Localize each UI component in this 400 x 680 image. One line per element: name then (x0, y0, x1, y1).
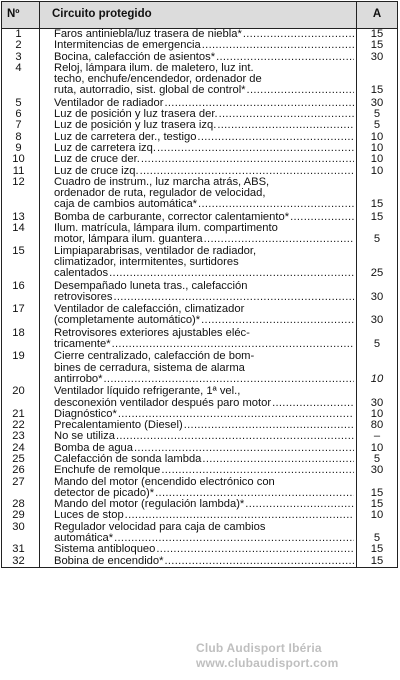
circuit-description-line: techo, enchufe/encendedor, ordenador de (54, 74, 262, 86)
dot-leader (183, 420, 354, 431)
fuse-amperage-text: 15 (370, 554, 384, 567)
circuit-description (40, 499, 357, 510)
circuit-description-line: Diagnóstico* (54, 408, 117, 420)
fuse-amperage-text: 30 (370, 464, 384, 477)
fuse-amperage (357, 327, 398, 351)
fuse-amperage (357, 177, 398, 211)
circuit-description-line: tricamente* (54, 339, 111, 351)
table-row (2, 280, 398, 304)
circuit-description-line: Intermitencias de emergencia (54, 40, 201, 52)
watermark-line: Club Audisport Ibéria (196, 641, 322, 655)
fuse-number-text: 17 (12, 303, 25, 316)
fuse-amperage-text: 30 (370, 96, 384, 109)
dot-leader (197, 199, 354, 210)
fuse-table (1, 1, 398, 568)
circuit-description-line: ruta, autorradio, sist. global de control* (54, 85, 246, 97)
fuse-amperage (357, 385, 398, 409)
fuse-number (2, 154, 40, 165)
circuit-description (40, 63, 357, 97)
fuse-amperage (357, 280, 398, 304)
fuse-number-text: 10 (12, 153, 25, 166)
circuit-description (40, 246, 357, 280)
fuse-number (2, 280, 40, 304)
fuse-number-text: 19 (12, 350, 25, 363)
dot-leader (140, 154, 354, 165)
dot-leader (246, 85, 354, 96)
table-row (2, 211, 398, 223)
fuse-number-text: 28 (12, 498, 25, 511)
dot-leader (117, 409, 354, 420)
fuse-amperage (357, 477, 398, 500)
dot-leader (156, 143, 354, 154)
fuse-number-text: 7 (15, 119, 22, 132)
circuit-description (40, 143, 357, 154)
fuse-amperage-text: 5 (373, 233, 381, 246)
table-row (2, 522, 398, 545)
fuse-number-text: 29 (12, 509, 25, 522)
fuse-amperage (357, 350, 398, 385)
circuit-description-line: motor, lámpara ilum. guantera (54, 234, 203, 246)
table-row (2, 327, 398, 351)
dot-leader (154, 488, 354, 499)
table-row (2, 120, 398, 131)
fuse-number-text: 31 (12, 543, 25, 556)
circuit-description (40, 52, 357, 63)
fuse-number-text: 26 (12, 464, 25, 477)
fuse-number-text: 3 (15, 50, 22, 63)
table-row (2, 465, 398, 476)
circuit-description-line: climatizador, intermitentes, surtidores (54, 256, 239, 268)
fuse-amperage (357, 40, 398, 51)
circuit-description-line: Bocina, calefacción de asientos* (54, 51, 216, 63)
fuse-number (2, 350, 40, 385)
table-row (2, 409, 398, 420)
fuse-number (2, 544, 40, 555)
fuse-number-text: 15 (12, 244, 25, 257)
circuit-description-line: Bobina de encendido* (54, 555, 164, 567)
circuit-description-line: Regulador velocidad para caja de cambios (54, 521, 266, 533)
fuse-number (2, 477, 40, 500)
fuse-number (2, 465, 40, 476)
fuse-amperage-text: 10 (370, 153, 384, 166)
fuse-number-text: 13 (12, 210, 25, 223)
circuit-description-line: No se utiliza (54, 431, 115, 443)
circuit-description (40, 303, 357, 327)
fuse-amperage (357, 431, 398, 442)
circuit-description (40, 109, 357, 120)
fuse-number (2, 327, 40, 351)
header-number: Nº (2, 2, 40, 29)
fuse-number-text: 6 (15, 108, 22, 121)
fuse-number (2, 303, 40, 327)
table-header-row (2, 2, 398, 29)
circuit-description (40, 522, 357, 545)
fuse-number-text: 12 (12, 175, 25, 188)
fuse-amperage-text: 25 (370, 267, 384, 280)
fuse-number-text: 20 (12, 385, 25, 398)
header-amperage: A (357, 2, 398, 29)
circuit-description-line: Luz de cruce izq. (54, 165, 139, 177)
circuit-description-line: (completamente automático)* (54, 315, 201, 327)
dot-leader (201, 40, 354, 51)
fuse-amperage-text: 10 (370, 141, 384, 154)
circuit-description (40, 223, 357, 246)
circuit-description (40, 97, 357, 109)
table-row (2, 443, 398, 454)
table-row (2, 303, 398, 327)
dot-leader (133, 443, 354, 454)
circuit-description (40, 211, 357, 223)
fuse-amperage-text: 10 (370, 372, 384, 385)
circuit-description (40, 556, 357, 568)
circuit-description (40, 409, 357, 420)
table-row (2, 223, 398, 246)
fuse-number-text: 21 (12, 407, 25, 420)
dot-leader (108, 268, 354, 279)
circuit-description (40, 477, 357, 500)
fuse-amperage (357, 166, 398, 177)
fuse-amperage-text: 15 (370, 486, 384, 499)
circuit-description-line: calentados (54, 268, 109, 280)
circuit-description-line: Ventilador de radiador (54, 97, 164, 109)
table-row (2, 52, 398, 63)
table-row (2, 556, 398, 568)
circuit-description-line: Cierre centralizado, calefacción de bom- (54, 351, 255, 363)
circuit-description (40, 443, 357, 454)
fuse-number (2, 177, 40, 211)
dot-leader (271, 398, 354, 409)
fuse-amperage-text: 30 (370, 396, 384, 409)
table-row (2, 431, 398, 442)
circuit-description (40, 177, 357, 211)
circuit-description-line: Luz de cruce der. (54, 154, 140, 166)
circuit-description-line: Cuadro de instrum., luz marcha atrás, ABS, (54, 176, 270, 188)
dot-leader (113, 533, 354, 544)
fuse-amperage-text: 15 (370, 39, 384, 52)
circuit-description-line: Mando del motor (encendido electrónico con (54, 476, 275, 488)
circuit-description-line: Luz de carretera izq. (54, 142, 156, 154)
table-row (2, 499, 398, 510)
dot-leader (200, 315, 354, 326)
watermark-logo (196, 641, 400, 671)
fuse-amperage-text: 10 (370, 509, 384, 522)
circuit-description-line: Calefacción de sonda lambda (54, 453, 202, 465)
fuse-number-text: 30 (12, 520, 25, 533)
table-row (2, 177, 398, 211)
fuse-number (2, 40, 40, 51)
circuit-description-line: Bomba de agua (54, 442, 133, 454)
table-row (2, 40, 398, 51)
circuit-description-line: Limpiaparabrisas, ventilador de radiador, (54, 245, 257, 257)
dot-leader (201, 454, 354, 465)
dot-leader (215, 52, 354, 63)
dot-leader (203, 234, 354, 245)
circuit-description (40, 327, 357, 351)
table-row (2, 29, 398, 41)
table-row (2, 63, 398, 97)
table-row (2, 109, 398, 120)
fuse-number (2, 223, 40, 246)
fuse-amperage (357, 223, 398, 246)
fuse-amperage (357, 246, 398, 280)
fuse-amperage-text: 80 (370, 419, 384, 432)
fuse-amperage (357, 510, 398, 521)
dot-leader (124, 510, 354, 521)
circuit-description (40, 510, 357, 521)
circuit-description-line: Ventilador de calefacción, climatizador (54, 304, 245, 316)
fuse-number (2, 246, 40, 280)
circuit-description-line: Retrovisores exteriores ajustables eléc- (54, 327, 250, 339)
dot-leader (160, 465, 354, 476)
circuit-description (40, 431, 357, 442)
fuse-amperage (357, 465, 398, 476)
fuse-number-text: 16 (12, 279, 25, 292)
circuit-description-line: automática* (54, 533, 114, 545)
table-row (2, 544, 398, 555)
fuse-amperage-text: 5 (373, 338, 381, 351)
fuse-amperage-text: 30 (370, 314, 384, 327)
fuse-number-text: 9 (15, 141, 22, 154)
table-row (2, 477, 398, 500)
dot-leader (111, 339, 354, 350)
circuit-description (40, 544, 357, 555)
circuit-description-line: antirrobo* (54, 373, 103, 385)
circuit-description-line: Luz de posición y luz trasera izq. (54, 120, 217, 132)
fuse-amperage-text: 15 (370, 543, 384, 556)
fuse-amperage (357, 544, 398, 555)
fuse-amperage-text: 5 (373, 532, 381, 545)
fuse-amperage (357, 303, 398, 327)
fuse-number-text: 11 (12, 164, 25, 177)
fuse-amperage-text: – (373, 430, 381, 443)
fuse-amperage-text: 5 (373, 108, 381, 121)
table-row (2, 132, 398, 143)
dot-leader (163, 98, 354, 109)
circuit-description-line: Faros antiniebla/luz trasera de niebla* (54, 29, 242, 40)
circuit-description (40, 40, 357, 51)
dot-leader (139, 166, 354, 177)
fuse-amperage-text: 30 (370, 290, 384, 303)
watermark-line: www.clubaudisport.com (196, 656, 339, 670)
circuit-description (40, 454, 357, 465)
table-row (2, 385, 398, 409)
circuit-description-line: Desempañado luneta tras., calefacción (54, 280, 248, 292)
dot-leader (196, 132, 354, 143)
fuse-number-text: 14 (12, 222, 25, 235)
fuse-number (2, 522, 40, 545)
dot-leader (244, 499, 354, 510)
dot-leader (155, 544, 354, 555)
circuit-description (40, 132, 357, 143)
fuse-number-text: 18 (12, 326, 25, 339)
fuse-number-text: 24 (12, 441, 25, 454)
dot-leader (103, 374, 354, 385)
dot-leader (216, 120, 354, 131)
circuit-description-line: Mando del motor (regulación lambda)* (54, 499, 245, 511)
circuit-description-line: Reloj, lámpara ilum. de maletero, luz int. (54, 62, 254, 74)
table-row (2, 246, 398, 280)
fuse-amperage-text: 10 (370, 130, 384, 143)
fuse-amperage (357, 154, 398, 165)
fuse-number-text: 4 (15, 61, 22, 74)
fuse-amperage-text: 15 (370, 198, 384, 211)
fuse-amperage (357, 52, 398, 63)
fuse-number-text: 32 (12, 554, 25, 567)
fuse-amperage-text: 15 (370, 84, 384, 97)
fuse-number-text: 1 (15, 28, 22, 40)
circuit-description (40, 420, 357, 431)
table-row (2, 143, 398, 154)
circuit-description-line: Ventilador líquido refrigerante, 1ª vel., (54, 386, 241, 398)
circuit-description (40, 120, 357, 131)
fuse-amperage-text: 10 (370, 164, 384, 177)
circuit-description-line: Bomba de carburante, corrector calentamiento* (54, 211, 290, 223)
table-row (2, 420, 398, 431)
fuse-number-text: 8 (15, 130, 22, 143)
fuse-number (2, 63, 40, 97)
circuit-description (40, 280, 357, 304)
dot-leader (218, 109, 354, 120)
table-row (2, 166, 398, 177)
fuse-amperage-text: 30 (370, 50, 384, 63)
circuit-description-line: caja de cambios automática* (54, 199, 198, 211)
dot-leader (163, 556, 354, 567)
fuse-number-text: 5 (15, 96, 22, 109)
table-row (2, 510, 398, 521)
circuit-description-line: desconexión ventilador después paro motor (54, 397, 272, 409)
circuit-description-line: bines de cerradura, sistema de alarma (54, 362, 245, 374)
dot-leader (112, 292, 354, 303)
fuse-number-text: 22 (12, 419, 25, 432)
fuse-table-body (2, 29, 398, 568)
fuse-amperage-text: 10 (370, 441, 384, 454)
dot-leader (242, 29, 354, 40)
fuse-amperage (357, 120, 398, 131)
fuse-number (2, 556, 40, 568)
fuse-amperage (357, 522, 398, 545)
circuit-description-line: Precalentamiento (Diesel) (54, 420, 183, 432)
fuse-amperage-text: 5 (373, 452, 381, 465)
circuit-description (40, 385, 357, 409)
table-row (2, 454, 398, 465)
circuit-description-line: retrovisores (54, 291, 113, 303)
header-circuit: Circuito protegido (40, 2, 357, 29)
fuse-amperage-text: 15 (370, 498, 384, 511)
fuse-number (2, 385, 40, 409)
fuse-amperage-text: 5 (373, 119, 381, 132)
circuit-description-line: detector de picado)* (54, 487, 155, 499)
fuse-number-text: 2 (15, 39, 22, 52)
circuit-description-line: Luz de posición y luz trasera der. (54, 109, 218, 121)
fuse-number-text: 23 (12, 430, 25, 443)
fuse-amperage (357, 556, 398, 568)
circuit-description (40, 154, 357, 165)
circuit-description-line: Luces de stop (54, 510, 124, 522)
circuit-description-line: Luz de carretera der., testigo (54, 131, 197, 143)
table-row (2, 154, 398, 165)
table-row (2, 97, 398, 109)
circuit-description-line: Enchufe de remolque (54, 465, 161, 477)
circuit-description-line: Ilum. matrícula, lámpara ilum. compartimento (54, 223, 278, 235)
fuse-number (2, 431, 40, 442)
fuse-number-text: 27 (12, 475, 25, 488)
dot-leader (115, 431, 354, 442)
circuit-description (40, 465, 357, 476)
table-row (2, 350, 398, 385)
fuse-amperage-text: 15 (370, 210, 384, 223)
fuse-amperage-text: 10 (370, 407, 384, 420)
fuse-number (2, 120, 40, 131)
circuit-description (40, 350, 357, 385)
fuse-amperage (357, 63, 398, 97)
fuse-amperage-text: 15 (370, 28, 384, 40)
circuit-description-line: ordenador de ruta, regulador de velocidad, (54, 188, 266, 200)
circuit-description (40, 29, 357, 41)
fuse-amperage (357, 211, 398, 223)
circuit-description-line: Sistema antibloqueo (54, 544, 156, 556)
circuit-description (40, 166, 357, 177)
fuse-number-text: 25 (12, 452, 25, 465)
dot-leader (289, 212, 354, 223)
